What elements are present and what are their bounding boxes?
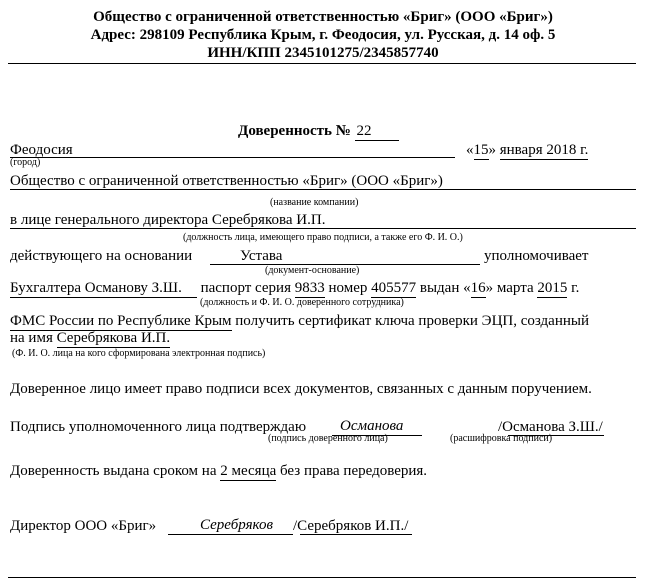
director-rule bbox=[10, 228, 636, 229]
director-value: в лице генерального директора Серебрякова И.П. bbox=[10, 212, 326, 228]
title-number: 22 bbox=[355, 123, 399, 141]
issued-rest: » марта bbox=[485, 280, 534, 296]
signature-caption-decoded: (расшифровка подписи) bbox=[450, 433, 553, 444]
basis-prefix: действующего на основании bbox=[10, 248, 193, 264]
basis-suffix: уполномочивает bbox=[484, 248, 589, 264]
purpose-rest: получить сертификат ключа проверки ЭЦП, созданный bbox=[231, 313, 589, 329]
director-sig-rule bbox=[168, 534, 293, 535]
term-value: 2 месяца bbox=[220, 463, 277, 479]
signature-caption-sig: (подпись доверенного лица) bbox=[268, 433, 388, 444]
rights-text: Доверенное лицо имеет право подписи всех документов, связанных с данным поручением. bbox=[10, 381, 592, 397]
employee-name: Бухгалтера Османову З.Ш. bbox=[10, 280, 197, 298]
passport-number-label: номер bbox=[328, 280, 368, 296]
date-open: « bbox=[466, 142, 474, 158]
purpose-authority: ФМС России по Республике Крым bbox=[10, 313, 232, 329]
passport-number: 405577 bbox=[371, 280, 417, 296]
footer-rule bbox=[8, 577, 636, 578]
purpose-caption: (Ф. И. О. лица на кого сформирована электронная подпись) bbox=[12, 348, 266, 359]
employee-caption: (должность и Ф. И. О. доверенного сотрудника) bbox=[200, 297, 404, 308]
basis-caption: (документ-основание) bbox=[265, 265, 360, 276]
basis-value: Устава bbox=[240, 248, 283, 264]
purpose-line-1 bbox=[10, 313, 589, 331]
date-day: 15 bbox=[473, 142, 489, 158]
passport-series: 9833 bbox=[294, 280, 325, 296]
purpose-line-2 bbox=[10, 330, 170, 348]
issued-day: 16 bbox=[470, 280, 486, 296]
company-caption: (название компании) bbox=[270, 197, 359, 208]
term-line bbox=[10, 463, 427, 481]
header-address: Адрес: 298109 Республика Крым, г. Феодосия, ул. Русская, д. 14 оф. 5 bbox=[90, 27, 556, 43]
term-prefix: Доверенность выдана сроком на bbox=[10, 463, 221, 479]
date-month-year: января 2018 г. bbox=[499, 142, 589, 158]
term-suffix: без права передоверия. bbox=[276, 463, 428, 479]
director-caption: (должность лица, имеющего право подписи, а также его Ф. И. О.) bbox=[183, 232, 463, 243]
date-close: » bbox=[488, 142, 496, 158]
header-inn: ИНН/КПП 2345101275/2345857740 bbox=[207, 45, 439, 61]
header-rule bbox=[8, 63, 636, 64]
company-value: Общество с ограниченной ответственностью «Бриг» (ООО «Бриг») bbox=[10, 173, 443, 189]
passport-label: паспорт серия bbox=[200, 280, 291, 296]
director-label: Директор ООО «Бриг» bbox=[10, 518, 157, 534]
issued-label: выдан « bbox=[419, 280, 471, 296]
document-title bbox=[238, 123, 399, 141]
purpose-line2-prefix: на имя bbox=[10, 330, 57, 346]
director-decoded-rule bbox=[300, 534, 412, 535]
director-decoded: /Серебряков И.П./ bbox=[293, 518, 409, 534]
issued-year: 2015 bbox=[537, 280, 568, 296]
purpose-name: Серебрякова И.П. bbox=[56, 330, 171, 346]
city-caption: (город) bbox=[10, 157, 41, 168]
signature-decoded: /Османова З.Ш./ bbox=[498, 419, 603, 435]
director-sig: Серебряков bbox=[200, 517, 274, 533]
title-label: Доверенность № bbox=[238, 123, 351, 139]
signature-sig: Османова bbox=[340, 418, 404, 434]
year-suffix: г. bbox=[567, 280, 580, 296]
employee-line bbox=[10, 280, 579, 298]
city-line bbox=[10, 157, 455, 158]
header-company: Общество с ограниченной ответственностью «Бриг» (ООО «Бриг») bbox=[93, 9, 553, 25]
date bbox=[466, 142, 588, 160]
company-line bbox=[10, 189, 636, 190]
city-value: Феодосия bbox=[10, 142, 73, 158]
signature-label: Подпись уполномоченного лица подтверждаю bbox=[10, 419, 307, 435]
